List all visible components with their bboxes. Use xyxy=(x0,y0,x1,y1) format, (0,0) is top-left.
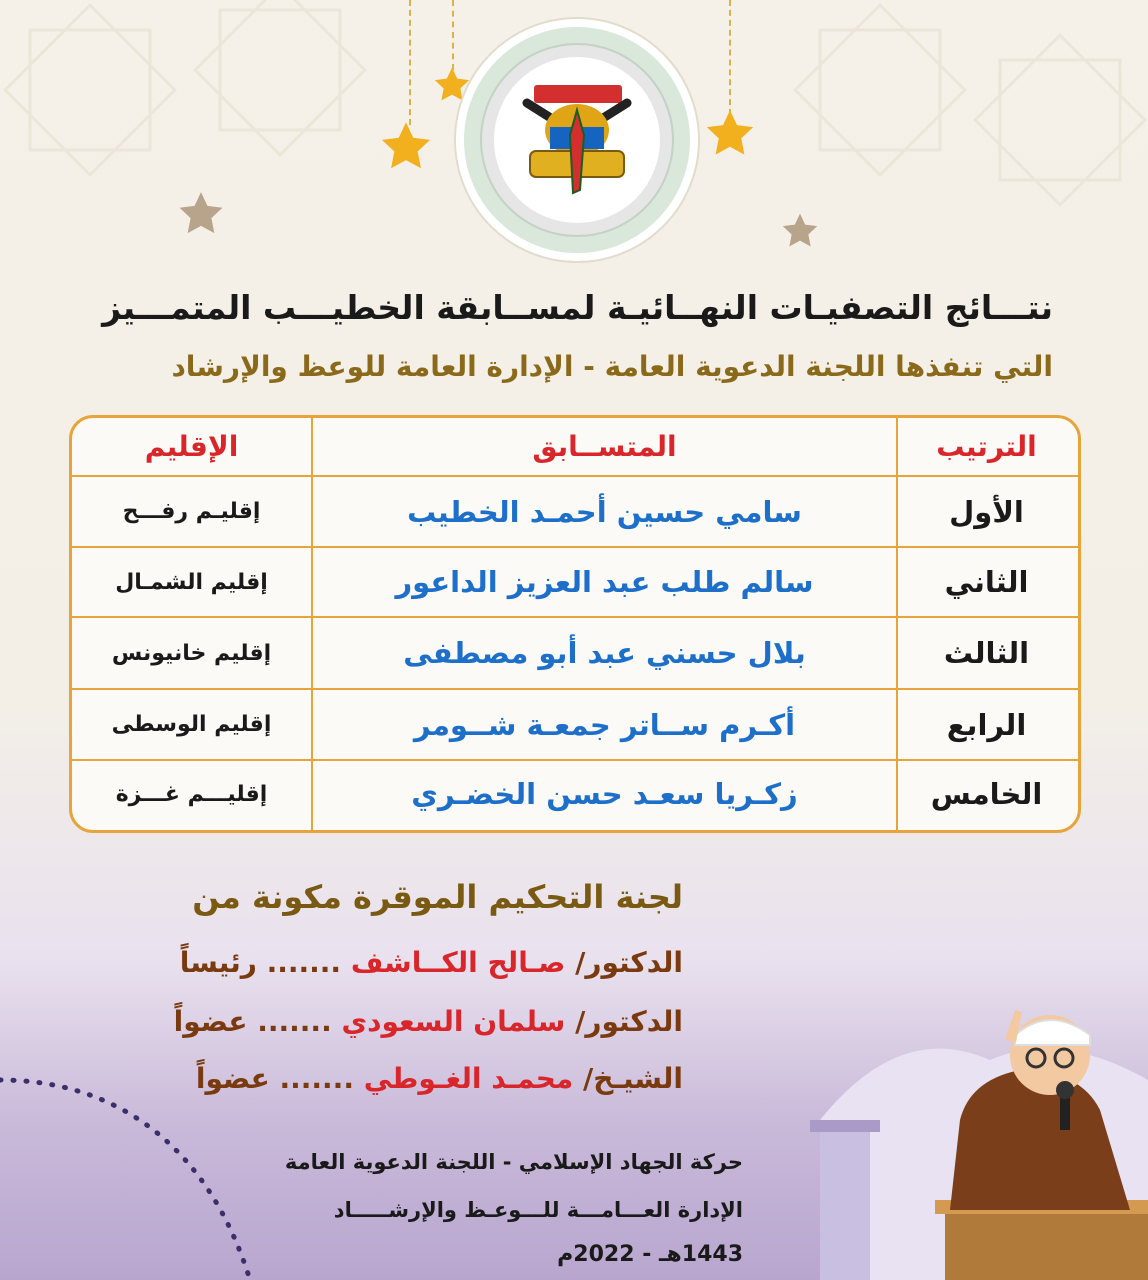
table-row-rank: الخامس xyxy=(930,777,1043,811)
member-role: ....... رئيساً xyxy=(179,946,351,979)
speaker-illustration xyxy=(760,1000,1148,1280)
star-icon xyxy=(780,212,820,252)
emblem-icon xyxy=(452,15,702,265)
table-row-region: إقليـــم غـــزة xyxy=(115,781,268,807)
page-subtitle: التي تنفذها اللجنة الدعوية العامة - الإدارة العامة للوعظ والإرشاد xyxy=(171,350,1053,383)
member-name: سلمان السعودي xyxy=(341,1005,566,1038)
member-prefix: الدكتور/ xyxy=(565,1005,683,1038)
header-rank: الترتيب xyxy=(936,430,1037,463)
table-row-region: إقليم خانيونس xyxy=(111,640,272,666)
member-role: ....... عضواً xyxy=(195,1062,364,1095)
table-row-name: سامي حسين أحمـد الخطيب xyxy=(407,494,802,529)
hanging-string xyxy=(729,0,731,115)
table-row-name: زكـريا سعـد حسن الخضـري xyxy=(411,777,798,811)
header-contestant: المتســابق xyxy=(532,430,677,463)
table-row-rank: الرابع xyxy=(946,707,1027,742)
member-name: صـالح الكــاشف xyxy=(350,946,566,979)
table-row-name: سالم طلب عبد العزيز الداعور xyxy=(395,565,814,599)
member-role: ....... عضواً xyxy=(173,1005,342,1038)
table-row-rank: الثالث xyxy=(943,636,1030,670)
table-row-name: أكـرم ســاتر جمعـة شــومر xyxy=(413,707,796,742)
hanging-string xyxy=(409,0,411,125)
table-row-rank: الثاني xyxy=(944,565,1029,599)
footer-line-2: الإدارة العـــامـــة للـــوعـظ والإرشـــــاد xyxy=(333,1198,743,1222)
committee-member xyxy=(63,1005,683,1038)
member-name: محمـد الغـوطي xyxy=(363,1062,574,1095)
table-row-rank: الأول xyxy=(949,494,1024,529)
member-prefix: الشيـخ/ xyxy=(573,1062,683,1095)
member-prefix: الدكتور/ xyxy=(565,946,683,979)
table-row-region: إقليـم رفـــح xyxy=(122,499,261,524)
star-icon xyxy=(703,108,757,162)
footer-line-3: 1443هـ - 2022م xyxy=(557,1242,743,1267)
star-icon xyxy=(378,120,434,176)
table-row-region: إقليم الشمـال xyxy=(115,569,268,595)
footer-line-1: حركة الجهاد الإسلامي - اللجنة الدعوية العامة xyxy=(284,1150,743,1174)
committee-title: لجنة التحكيم الموقرة مكونة من xyxy=(192,878,683,916)
table-row-name: بلال حسني عبد أبو مصطفى xyxy=(403,636,806,670)
page-title: نتـــائج التصفيـات النهــائيـة لمســابقة الخطيـــب المتمـــيز xyxy=(102,288,1053,327)
committee-member xyxy=(63,946,683,979)
results-table xyxy=(69,415,1081,833)
table-row-region: إقليم الوسطى xyxy=(111,712,272,737)
star-icon xyxy=(176,190,226,240)
header-region: الإقليم xyxy=(144,430,239,463)
